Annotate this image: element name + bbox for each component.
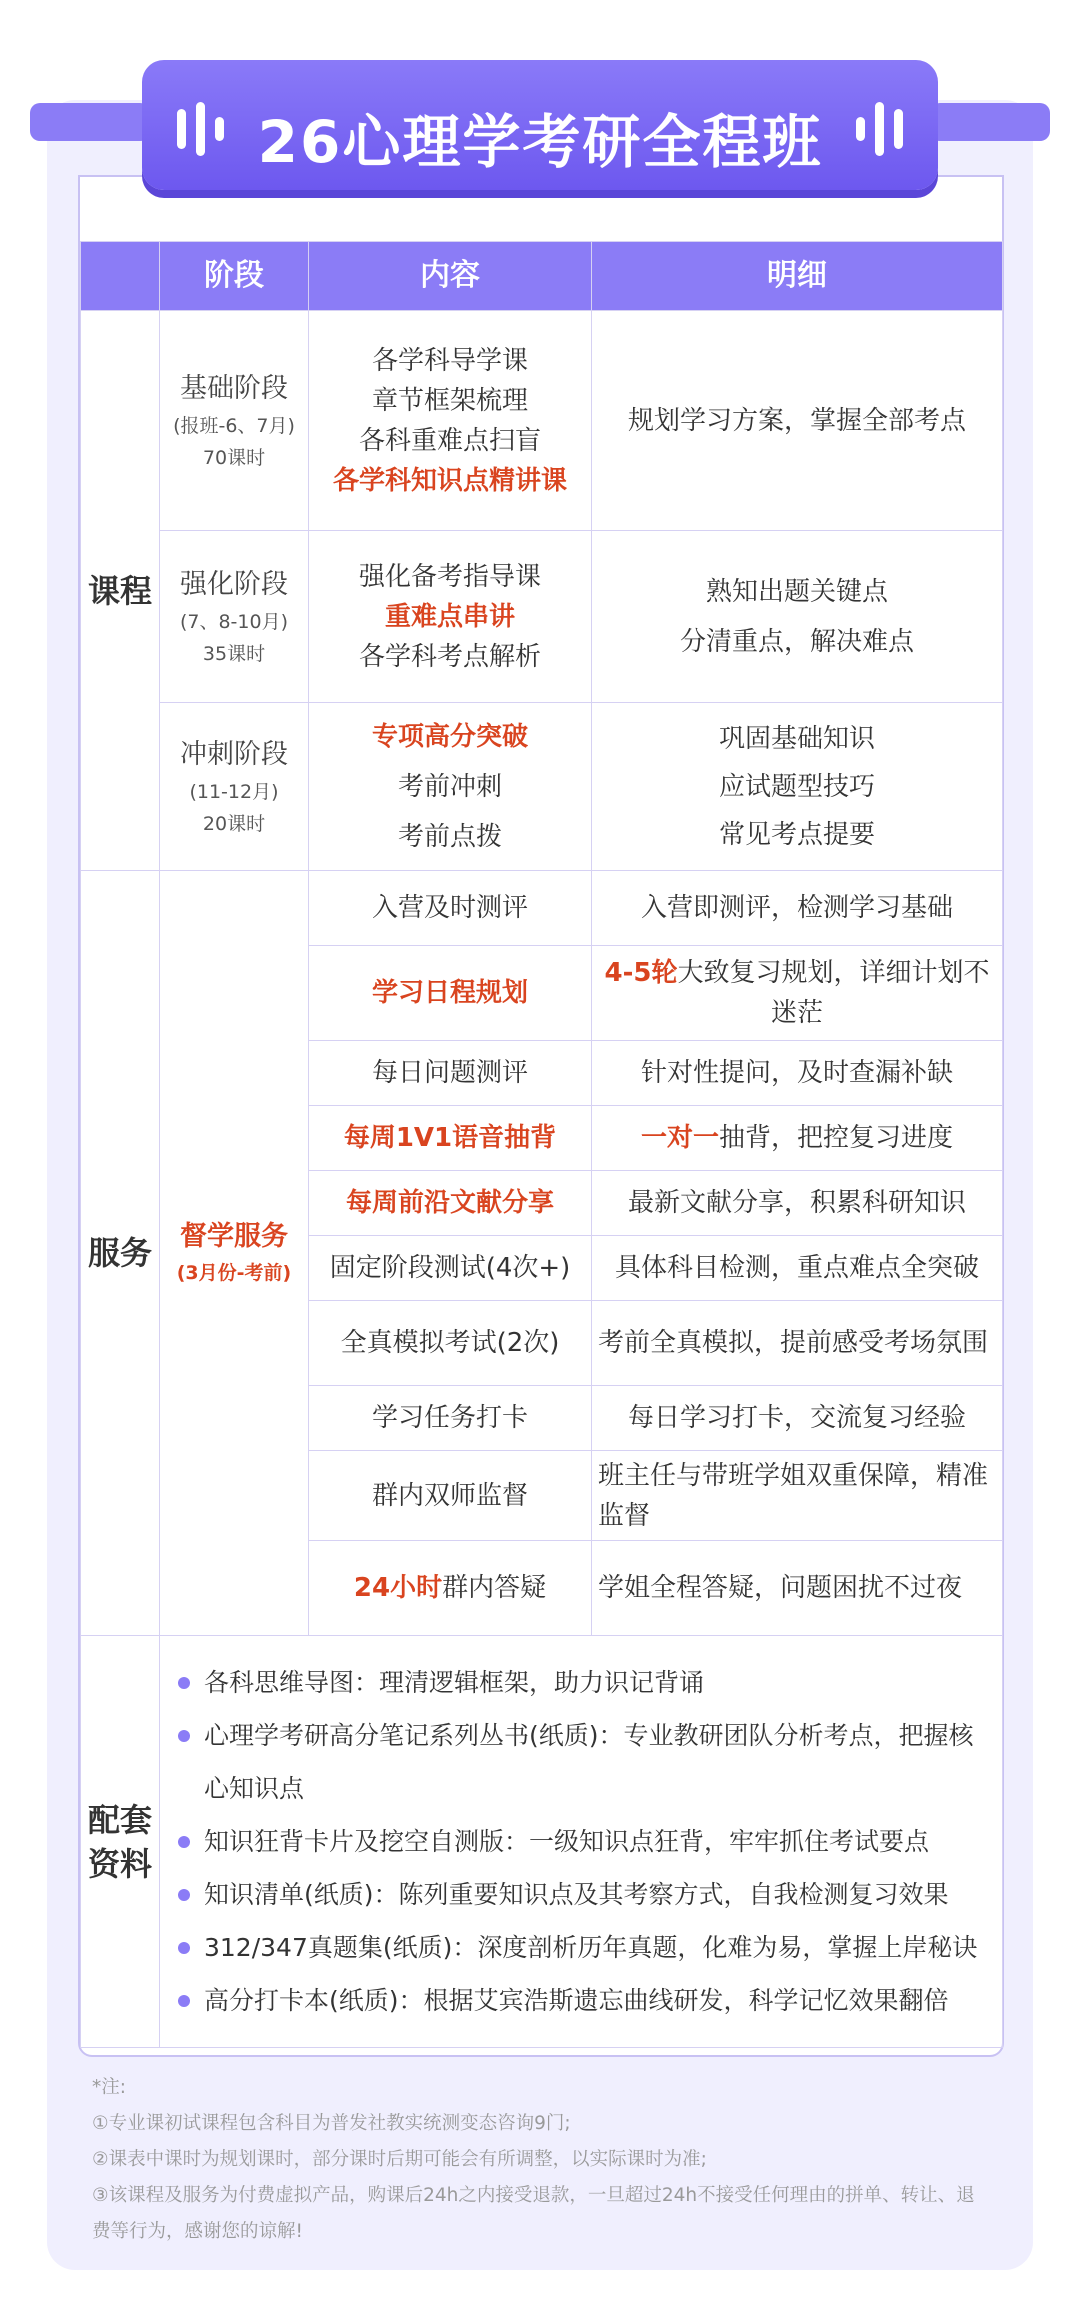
note-item: ①专业课初试课程包含科目为普发社教实统测变态咨询9门; (92, 2113, 571, 2134)
service-content: 每周1V1语音抽背 (309, 1106, 592, 1171)
banner-right-tab (930, 103, 1050, 141)
content-item: 各学科导学课 (371, 345, 528, 376)
content-highlight: 24小时 (353, 1573, 443, 1603)
content-item: 考前点拨 (397, 821, 502, 852)
detail-cell (592, 703, 1003, 871)
detail-highlight: 4-5轮 (604, 958, 678, 988)
detail-item: 应试题型技巧 (718, 771, 875, 802)
content-cell (309, 703, 592, 871)
header-corner (81, 242, 160, 311)
list-item: 知识清单(纸质)：陈列重要知识点及其考察方式，自我检测复习效果 (178, 1868, 992, 1921)
service-content: 学习日程规划 (309, 946, 592, 1041)
note-item: ②课表中课时为规划课时，部分课时后期可能会有所调整，以实际课时为准; (92, 2149, 707, 2170)
service-content (309, 1541, 592, 1636)
detail-text: 大致复习规划，详细计划不迷茫 (677, 958, 990, 1028)
service-detail: 入营即测评，检测学习基础 (592, 871, 1003, 946)
list-item: 知识狂背卡片及挖空自测版：一级知识点狂背，牢牢抓住考试要点 (178, 1815, 992, 1868)
stage-date: (报班-6、7月) (173, 414, 295, 437)
materials-list (160, 1648, 1002, 2035)
stage-name: 强化阶段 (180, 568, 288, 600)
content-highlight: 专项高分突破 (371, 721, 528, 752)
stage-hours: 35课时 (202, 642, 266, 665)
stage-name: 冲刺阶段 (180, 738, 288, 770)
table-row (81, 871, 1003, 946)
stage-cell (160, 311, 309, 531)
content-item: 章节框架梳理 (371, 385, 528, 416)
content-item: 考前冲刺 (397, 771, 502, 802)
service-content: 入营及时测评 (309, 871, 592, 946)
stage-name: 基础阶段 (180, 372, 288, 404)
service-name: 督学服务 (180, 1221, 288, 1252)
note-heading: *注: (92, 2077, 126, 2098)
service-content: 全真模拟考试(2次) (309, 1301, 592, 1386)
detail-cell: 规划学习方案，掌握全部考点 (592, 311, 1003, 531)
service-detail: 每日学习打卡，交流复习经验 (592, 1386, 1003, 1451)
service-period: (3月份-考前) (176, 1262, 292, 1284)
detail-item: 分清重点，解决难点 (679, 626, 914, 657)
table-row (81, 531, 1003, 703)
stage-hours: 70课时 (202, 446, 266, 469)
service-detail: 针对性提问，及时查漏补缺 (592, 1041, 1003, 1106)
service-detail: 最新文献分享，积累科研知识 (592, 1171, 1003, 1236)
service-name-cell (160, 871, 309, 1636)
stage-date: (11-12月) (189, 780, 279, 803)
footnotes (92, 2070, 992, 2250)
category-service: 服务 (81, 871, 160, 1636)
sound-bars-right-icon (856, 102, 903, 156)
stage-date: (7、8-10月) (179, 610, 289, 633)
list-item: 312/347真题集(纸质)：深度剖析历年真题，化难为易，掌握上岸秘诀 (178, 1921, 992, 1974)
list-item: 高分打卡本(纸质)：根据艾宾浩斯遗忘曲线研发，科学记忆效果翻倍 (178, 1974, 992, 2027)
content-cell (309, 531, 592, 703)
content-highlight: 重难点串讲 (384, 601, 515, 632)
content-item: 各科重难点扫盲 (358, 425, 541, 456)
list-item: 各科思维导图：理清逻辑框架，助力识记背诵 (178, 1656, 992, 1709)
service-detail (592, 946, 1003, 1041)
service-detail: 学姐全程答疑，问题困扰不过夜 (592, 1541, 1003, 1636)
service-detail: 班主任与带班学姐双重保障，精准监督 (592, 1451, 1003, 1541)
table-row (81, 311, 1003, 531)
page-title: 26心理学考研全程班 (257, 108, 823, 176)
header-stage: 阶段 (160, 242, 309, 311)
schedule-table (80, 241, 1003, 2048)
service-content: 每周前沿文献分享 (309, 1171, 592, 1236)
detail-text: 抽背，把控复习进度 (719, 1123, 954, 1153)
service-content: 学习任务打卡 (309, 1386, 592, 1451)
content-item: 各学科考点解析 (358, 641, 541, 672)
stage-hours: 20课时 (202, 812, 266, 835)
service-content: 固定阶段测试(4次+) (309, 1236, 592, 1301)
schedule-card (78, 175, 1004, 2057)
service-detail: 具体科目检测，重点难点全突破 (592, 1236, 1003, 1301)
detail-highlight: 一对一 (640, 1123, 719, 1153)
category-course: 课程 (81, 311, 160, 871)
materials-cell (160, 1636, 1003, 2048)
table-header-row (81, 242, 1003, 311)
stage-cell (160, 703, 309, 871)
content-highlight: 各学科知识点精讲课 (332, 465, 567, 496)
category-materials-line1: 配套 (87, 1800, 152, 1839)
detail-item: 常见考点提要 (718, 819, 875, 850)
header-detail: 明细 (592, 242, 1003, 311)
category-materials-line2: 资料 (87, 1844, 152, 1883)
content-item: 强化备考指导课 (358, 561, 541, 592)
service-content: 每日问题测评 (309, 1041, 592, 1106)
content-text: 群内答疑 (442, 1573, 547, 1603)
table-row (81, 703, 1003, 871)
list-item: 心理学考研高分笔记系列丛书(纸质)：专业教研团队分析考点，把握核心知识点 (178, 1709, 992, 1815)
detail-item: 熟知出题关键点 (705, 576, 888, 607)
service-detail: 考前全真模拟，提前感受考场氛围 (592, 1301, 1003, 1386)
header-content: 内容 (309, 242, 592, 311)
title-banner (142, 60, 938, 190)
detail-cell (592, 531, 1003, 703)
stage-cell (160, 531, 309, 703)
service-detail (592, 1106, 1003, 1171)
service-content: 群内双师监督 (309, 1451, 592, 1541)
detail-item: 巩固基础知识 (718, 723, 875, 754)
note-item: ③该课程及服务为付费虚拟产品，购课后24h之内接受退款，一旦超过24h不接受任何理由的拼单、转让、退费等行为，感谢您的谅解! (92, 2185, 975, 2242)
banner-left-tab (30, 103, 150, 141)
category-materials (81, 1636, 160, 2048)
content-cell (309, 311, 592, 531)
table-row (81, 1636, 1003, 2048)
